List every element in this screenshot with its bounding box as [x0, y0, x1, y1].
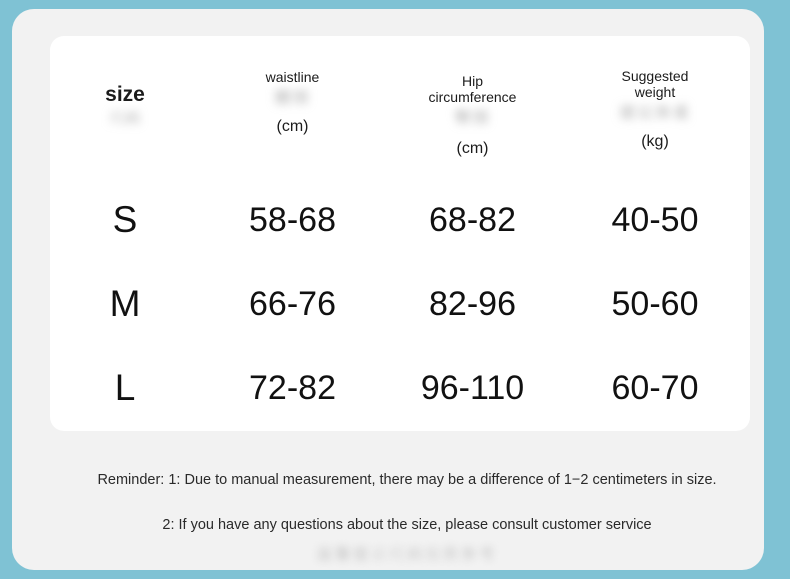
size-table: [50, 36, 750, 431]
header-blur-waistline: 腰围: [274, 90, 311, 108]
value-size: S: [112, 199, 138, 240]
value-weight: 50-60: [611, 284, 699, 323]
header-cell-weight: [560, 36, 750, 210]
left-frame-bar: [0, 0, 12, 579]
header-label-hip: Hip circumference: [428, 73, 517, 106]
cell-weight: [560, 369, 750, 408]
header-blur-hip: 臀围: [454, 110, 491, 128]
value-hip: 82-96: [429, 284, 516, 323]
value-size: L: [114, 367, 136, 408]
table-header-row: [50, 36, 750, 178]
cell-weight: [560, 285, 750, 324]
header-label-size: size: [105, 83, 145, 106]
table-row: [50, 262, 750, 346]
header-label-weight: Suggested weight: [621, 68, 689, 101]
cell-size: [50, 367, 200, 409]
value-weight: 60-70: [611, 368, 699, 407]
value-waistline: 58-68: [249, 200, 336, 239]
cell-size: [50, 283, 200, 325]
blurred-footer-text: 温馨提示尺码仅供参考: [316, 546, 497, 563]
header-cell-hip: [385, 36, 560, 215]
cell-hip: [385, 285, 560, 324]
value-size: M: [109, 283, 141, 324]
cell-hip: [385, 369, 560, 408]
header-blur-size: 尺码: [108, 110, 141, 128]
value-weight: 40-50: [611, 200, 699, 239]
size-table-card: [50, 36, 750, 431]
cell-waistline: [200, 369, 385, 408]
cell-waistline: [200, 285, 385, 324]
header-cell-size: [50, 36, 200, 225]
right-frame-bar: [778, 0, 790, 579]
reminder-line-2: 2: If you have any questions about the size, please consult customer service: [162, 517, 652, 533]
header-unit-hip: (cm): [456, 140, 489, 158]
value-hip: 68-82: [429, 200, 516, 239]
header-unit-waistline: (cm): [276, 118, 309, 136]
table-row: [50, 346, 750, 430]
value-waistline: 66-76: [249, 284, 336, 323]
reminder-line-1: Reminder: 1: Due to manual measurement, there may be a difference of 1−2 centimeters in size.: [97, 472, 717, 488]
content-panel: [12, 9, 764, 570]
value-waistline: 72-82: [249, 368, 336, 407]
value-hip: 96-110: [420, 368, 525, 407]
header-unit-weight: (kg): [641, 133, 669, 151]
header-label-waistline: waistline: [265, 69, 320, 85]
header-blur-weight: 建议体重: [618, 105, 691, 123]
header-cell-waistline: [200, 36, 385, 211]
